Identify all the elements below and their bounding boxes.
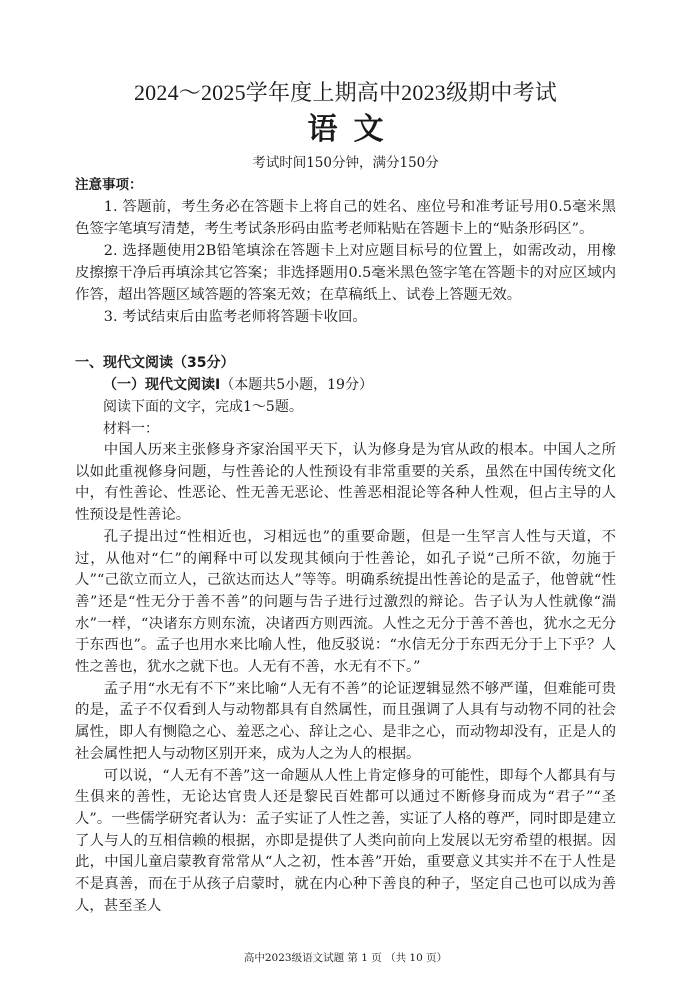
material-label: 材料一： <box>103 421 159 437</box>
body-paragraph: 中国人历来主张修身齐家治国平天下，认为修身是为官从政的根本。中国人之所以如此重视修身问题，与性善论的人性预设有非常重要的关系，虽然在中国传统文化中，有性善论、性恶论、性无善无恶论、性善恶相混论等各种人性观，但占主导的人性预设是性善论。 <box>75 442 616 524</box>
subsection-title: （一）现代文阅读Ⅰ <box>103 377 221 393</box>
section-heading: 一、现代文阅读（35分） <box>75 355 235 371</box>
subject-title <box>75 110 616 150</box>
body-paragraph: 孟子用“水无有不下”来比喻“人无有不善”的论证逻辑显然不够严谨，但难能可贵的是，孟子不仅看到人与动物都具有自然属性，而且强调了人具有与动物不同的社会属性，即人有恻隐之心、羞恶之心、辞让之心、是非之心，而动物却没有，正是人的社会属性把人与动物区别开来，成为人之为人的根据。 <box>75 680 616 762</box>
note-item: 2. 选择题使用2B铅笔填涂在答题卡上对应题目标号的位置上，如需改动，用橡皮擦擦干净后再填涂其它答案；非选择题用0.5毫米黑色签字笔在答题卡的对应区域内作答，超出答题区域答题的答案无效；在草稿纸上、试卷上答题无效。 <box>75 243 616 303</box>
subsection-heading <box>75 374 616 396</box>
note-item: 3. 考试结束后由监考老师将答题卡收回。 <box>103 309 367 325</box>
note-item: 1. 答题前，考生务必在答题卡上将自己的姓名、座位号和准考证号用0.5毫米黑色签字笔填写清楚，考生考试条形码由监考老师粘贴在答题卡上的“贴条形码区”。 <box>75 199 616 237</box>
exam-page <box>75 0 616 995</box>
material-body <box>75 440 616 917</box>
page-footer: 高中2023级语文试题 第 1 页 （共 10 页） <box>243 952 448 965</box>
subject-char-2: 文 <box>353 112 384 147</box>
exam-time-info: 考试时间150分钟，满分150分 <box>252 155 439 171</box>
notes-heading: 注意事项： <box>75 177 143 193</box>
body-paragraph: 孔子提出过“性相近也，习相远也”的重要命题，但是一生罕言人性与天道，不过，从他对“仁”的阐释中可以发现其倾向于性善论，如孔子说“己所不欲，勿施于人”“己欲立而立人，己欲达而达人”等等。明确系统提出性善论的是孟子，他曾就“性善”还是“性无分于善不善”的问题与告子进行过激烈的辩论。告子认为人性就像“湍水”一样，“决诸东方则东流，决诸西方则西流。人性之无分于善不善也，犹水之无分于东西也”。孟子也用水来比喻人性，他反驳说：“水信无分于东西无分于上下乎？人性之善也，犹水之就下也。人无有不善，水无有不下。” <box>75 528 616 676</box>
subject-char-1: 语 <box>307 112 338 147</box>
notes-list <box>75 196 616 328</box>
reading-instruction: 阅读下面的文字，完成1～5题。 <box>103 399 303 415</box>
exam-title: 2024～2025学年度上期高中2023级期中考试 <box>133 80 557 105</box>
subsection-note: （本题共5小题，19分） <box>220 377 373 393</box>
body-paragraph: 可以说，“人无有不善”这一命题从人性上肯定修身的可能性，即每个人都具有与生俱来的善性，无论达官贵人还是黎民百姓都可以通过不断修身而成为“君子”“圣人”。一些儒学研究者认为：孟子实证了人性之善，实证了人格的尊严，同时即是建立了人与人的互相信赖的根据，亦即是提供了人类向前向上发展以无穷希望的根据。因此，中国儿童启蒙教育常常从“人之初，性本善”开始，重要意义其实并不在于人性是不是真善，而在于从孩子启蒙时，就在内心种下善良的种子，坚定自己也可以成为善人，甚至圣人 <box>75 767 616 914</box>
